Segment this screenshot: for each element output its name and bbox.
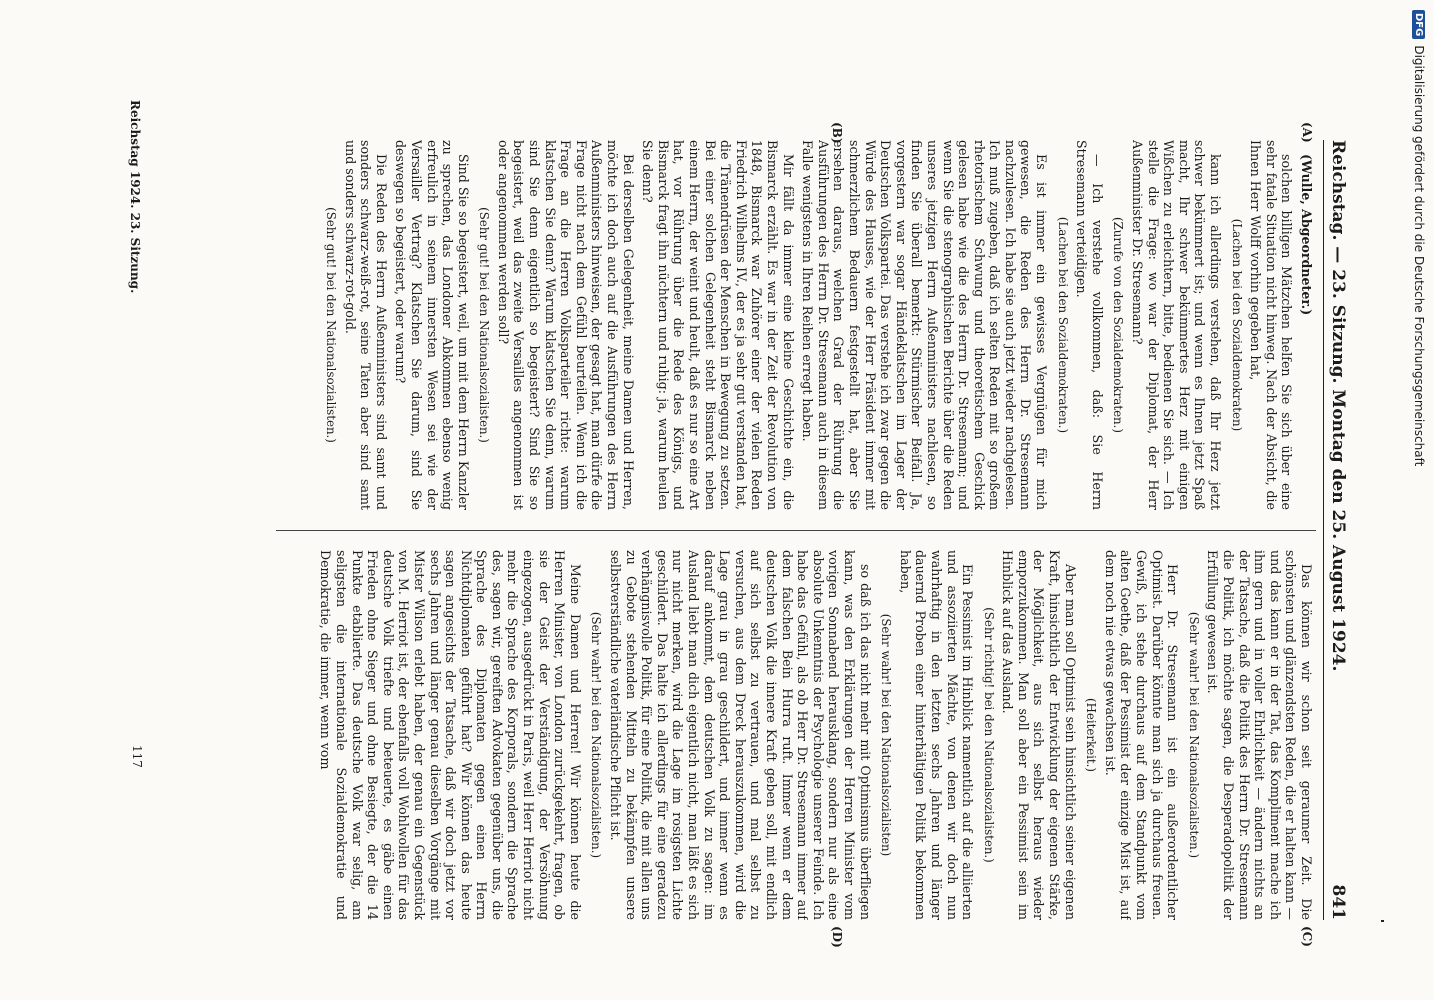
- margin-marker-a: (A): [1300, 122, 1314, 143]
- paragraph: kann ich allerdings verstehen, daß Ihr Herz jetzt schwer bekümmert ist; und wenn es Ihnen jetzt Spaß macht, Ihr schwer bekümmertes Herz mit einigen Wißchen zu erleichtern, bitte, bedienen Sie sich. — Ich stelle die Frage: wo war der Diplomat, der Herr Außenminister Dr. Stresemann?: [1130, 140, 1224, 510]
- dfg-credit-text: Digitalisierung gefördert durch die Deutsche Forschungsgemeinschaft: [1412, 45, 1426, 467]
- margin-marker-b: (B): [830, 122, 844, 144]
- paragraph: so daß ich das nicht mehr mit Optimismus überfliegen kann, was den Erklärungen der Herren Minister vom vorigen Sonnabend herausklang, sondern nur als eine absolute Unkenntnis der Psychologie unserer Feinde. Ich habe das Gefühl, als ob Herr Dr. Stresemann immer auf dem falschen Bein Hurra ruft. Immer wenn er dem deutschen Volk die innere Kraft geben soll, mit endlich auf sich selbst zu vertrauen, und mal selbst zu versuchen, aus dem Dreck herauszukommen, wird die Lage grau in grau geschildert, und immer wenn es darauf ankommt, dem deutschen Volk zu sagen: im Ausland liebt man dich eigentlich nicht, man läßt es sich nur nicht merken, wird die Lage im rosigsten Lichte geschildert. Das halte ich allerdings für eine geradezu verhängnisvolle Politik, für eine Politik, die mit allen uns zu Gebote stehenden Mitteln zu bekämpfen unsere selbstverständliche vaterländische Pflicht ist.: [608, 550, 873, 920]
- paragraph: Sind Sie so begeistert, weil, um mit dem Herrn Kanzler zu sprechen, das Londoner Abkommen ebenso wenig erfreulich in seinem innersten Wesen sei wie der Versailler Vertrag? Klatschen Sie darum, sind Sie deswegen so begeistert, oder warum?: [393, 140, 471, 510]
- paragraph: Die Reden des Herrn Außenministers sind samt und sonders schwarz-weiß-rot, seine Taten aber sind samt und sonders schwarz-rot-gold.: [342, 140, 389, 510]
- header-title: Reichstag. — 23. Sitzung. Montag den 25. August 1924.: [1328, 140, 1348, 672]
- right-column: [274, 550, 1314, 920]
- interjection: (Sehr richtig! bei den Nationalsozialisten.): [981, 607, 996, 863]
- page-header: [1326, 140, 1348, 920]
- header-rule: [1323, 140, 1324, 920]
- paragraph: Bei derselben Gelegenheit, meine Damen und Herren, möchte ich doch auch auf die Ausführungen des Herrn Außenministers hinweisen, der gesagt hat, man dürfe die Frage nicht nach dem Gefühl beurteilen. Wenn ich die Frage an die Herren Volksparteiler richte: warum klatschen Sie denn? Warum klatschen Sie denn, warum sind Sie denn eigentlich so begeistert? Sind Sie so begeistert, weil das zweite Versailles angenommen ist oder angenommen werden soll?: [495, 140, 636, 510]
- header-page-number: 841: [1328, 884, 1348, 920]
- paragraph: Aber man soll Optimist sein hinsichtlich seiner eigenen Kraft, hinsichtlich der Entwicklung der eigenen Stärke, der Möglichkeit, aus sich selbst heraus wieder emporzukommen. Man soll aber ein Pessimist sein im Hinblick auf das Ausland.: [1000, 550, 1078, 920]
- margin-marker-c: (C): [1300, 926, 1314, 947]
- paragraph: — Ich verstehe vollkommen, daß: Sie Herrn Stresemann verteidigen.: [1074, 140, 1105, 510]
- paragraph: Ein Pessimist im Hinblick namentlich auf die alliierten und assoziierten Mächte, von denen wir doch nun wahrhaftig in den letzten sechs Jahren und länger dauernd Proben einer hinterhältigen Politik bekommen haben,: [897, 550, 976, 920]
- interjection: (Sehr wahr! bei den Nationalsozialisten.): [589, 611, 604, 859]
- footer-page-number: 117: [130, 745, 144, 768]
- interjection: (Lachen bei den Sozialdemokraten): [1229, 218, 1244, 432]
- dfg-credit-bar: [1404, 0, 1434, 1000]
- interjection: (Lachen bei den Sozialdemokraten.): [1055, 216, 1070, 434]
- paragraph: Herr Dr. Stresemann ist ein außerordentlicher Optimist. Darüber könnte man sich ja durchaus freuen. Gewiß, ich stehe durchaus auf dem Standpunkt vom alten Goethe, daß der Pessimist der einzige Mist ist, auf dem noch nie etwas gewachsen ist.: [1102, 550, 1181, 920]
- column-divider: [276, 530, 1316, 531]
- dfg-logo: DFG: [1413, 10, 1426, 39]
- paragraph: Das können wir schon seit geraumer Zeit. Die schönsten und glänzendsten Reden, die er halten kann — und das kann er in der Tat, das Kompliment mache ich ihm gern und in voller Ehrlichkeit — ändern nichts an der Tatsache, daß die Politik des Herrn Dr. Stresemann die Politik, ich möchte sagen, die Desperadopolitik der Erfüllung gewesen ist.: [1205, 550, 1314, 920]
- left-column: [274, 140, 1314, 510]
- interjection: (Zurufe von den Sozialdemokraten.): [1111, 216, 1126, 434]
- interjection: (Sehr gut! bei den Nationalsozialisten.): [323, 207, 338, 443]
- paragraph: Mir fällt da immer eine kleine Geschichte ein, die Bismarck erzählt. Es war in der Zeit der Revolution von 1848, Bismarck war Zuhörer einer der vielen Reden Friedrich Wilhelms IV., der es ja sehr gut verstanden hat, die Tränendrüsen der Menschen in Bewegung zu setzen. Bei einer solchen Gelegenheit steht Bismarck neben einem Herrn, der weint und heult, daß es nur so eine Art hat, vor Rührung über die Rede des Königs, und Bismarck fragt ihn nüchtern und ruhig: ja, warum heulen Sie denn?: [640, 140, 796, 510]
- interjection: (Heiterkeit.): [1084, 697, 1099, 772]
- margin-marker-d: (D): [830, 926, 844, 948]
- interjection: (Sehr gut! bei den Nationalsozialisten.): [477, 207, 492, 443]
- paragraph: Es ist immer ein gewisses Vergnügen für mich gewesen, die Reden des Herrn Dr. Stresemann nachzulesen. Ich habe sie auch jetzt wieder nachgelesen. Ich muß zugeben, daß ich selten Reden mit so großem rhetorischem Schwung und theoretischem Geschick gelesen habe wie die des Herrn Dr. Stresemann; und wenn Sie die stenographischen Berichte über die Reden unseres jetzigen Herrn Außenministers nachlesen, so finden Sie überall bemerkt: Stürmischer Beifall. Ja, vorgestern war sogar Händeklatschen im Lager der Deutschen Volkspartei. Das verstehe ich zwar gegen die Würde des Hauses, wie der Herr Präsident immer mit schmerzlichem Bedauern festgestellt hat, aber Sie ersehen daraus, welchen Grad der Rührung die Ausführungen des Herrn Dr. Stresemann auch in diesem Falle wenigstens in Ihren Reihen erregt haben.: [800, 140, 1050, 510]
- interjection: (Sehr wahr! bei den Nationalsozialisten): [879, 613, 894, 857]
- speaker-name: (Wulle, Abgeordneter.): [1299, 154, 1314, 316]
- footer-left: Reichstag 1924. 23. Sitzung.: [128, 100, 142, 294]
- paragraph: solchen billigen Mätzchen helfen Sie sich über eine sehr fatale Situation nicht hinweg. Nach der Absicht, die Ihnen Herr Wolff vorhin gegeben hat,: [1248, 140, 1295, 510]
- scan-mark: [1381, 920, 1384, 922]
- paragraph: Meine Damen und Herren! Wir können heute die Herren Minister, von London zurückgekehrt, fragen, ob sie der Geist der Verständigung, der Versöhnung eingezogen, ausgedrückt in Paris, weil Herr Herriot nicht mehr die Sprache des Korporals, sondern die Sprache des, sagen wir, gereiften Advokaten gegenüber uns, die Sprache des Diplomaten gegen einen Herrn Nichtdiplomaten geführt hat? Wir können das heute sagen angesichts der Tatsache, daß wir doch jetzt vor sechs Jahren und länger genau dieselben Vorgänge mit Mister Wilson erlebt haben, der genau ein Gegenstück von M. Herriot ist, der ebenfalls voll Wohlwollen für das deutsche Volk triefte und beteuerte, es gäbe einen Frieden ohne Sieger und ohne Besiegte, der die 14 Punkte etablierte. Das deutsche Volk war selig, am seligsten die internationale Sozialdemokratie und Demokratie, die immer, wenn vom: [318, 550, 583, 920]
- interjection: (Sehr wahr! bei den Nationalsozialisten.): [1186, 611, 1201, 859]
